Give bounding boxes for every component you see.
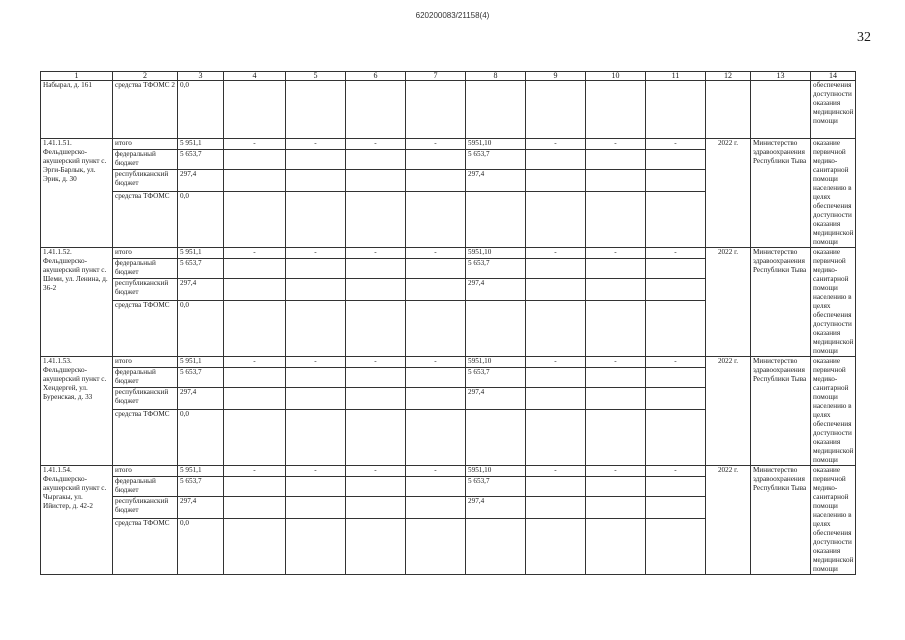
- total-cell: 5 653,7: [178, 149, 224, 170]
- year-value-cell: [224, 149, 286, 170]
- document-id: 620200083/21158(4): [415, 11, 490, 20]
- goal-cell: обеспечения доступности оказания медицинской помощи: [811, 81, 856, 139]
- funding-source-cell: средства ТФОМС 2: [113, 81, 178, 139]
- total-cell: 297,4: [178, 497, 224, 519]
- column-header: 7: [406, 72, 466, 81]
- year-value-cell: [286, 149, 346, 170]
- year-value-cell: -: [286, 248, 346, 259]
- total-cell: 5 653,7: [178, 367, 224, 388]
- year-value-cell: [224, 170, 286, 192]
- column-header: 8: [466, 72, 526, 81]
- year-value-cell: [586, 388, 646, 410]
- year-value-cell: [646, 518, 706, 574]
- year-value-cell: -: [346, 357, 406, 368]
- year-value-cell: [346, 409, 406, 465]
- year-value-cell: [286, 476, 346, 497]
- object-name-cell: 1.41.1.54. Фельдшерско-акушерский пункт с. Чыргакы, ул. Ийистер, д. 42-2: [41, 466, 113, 575]
- year-value-cell: [224, 279, 286, 301]
- funding-source-cell: средства ТФОМС: [113, 409, 178, 465]
- empty-cell: [286, 81, 346, 139]
- year-value-cell: 5 653,7: [466, 367, 526, 388]
- goal-cell: оказание первичной медико-санитарной помощи населению в целях обеспечения доступности оказания медицинской помощи: [811, 248, 856, 357]
- empty-cell: [586, 81, 646, 139]
- object-name-cell: 1.41.1.52. Фельдшерско-акушерский пункт с. Шеми, ул. Ленина, д. 36-2: [41, 248, 113, 357]
- year-value-cell: [406, 149, 466, 170]
- year-value-cell: [224, 300, 286, 356]
- year-value-cell: [406, 279, 466, 301]
- total-cell: 297,4: [178, 279, 224, 301]
- header-row: [41, 72, 856, 81]
- funding-source-cell: итого: [113, 357, 178, 368]
- year-value-cell: [646, 149, 706, 170]
- year-value-cell: [286, 191, 346, 247]
- responsible-cell: Министерство здравоохранения Республики Тыва: [751, 139, 811, 248]
- year-value-cell: [586, 518, 646, 574]
- year-value-cell: [224, 518, 286, 574]
- year-value-cell: -: [586, 466, 646, 477]
- deadline-cell: 2022 г.: [706, 357, 751, 466]
- year-value-cell: [224, 388, 286, 410]
- year-value-cell: [346, 279, 406, 301]
- year-value-cell: [586, 409, 646, 465]
- empty-cell: [646, 81, 706, 139]
- year-value-cell: -: [526, 248, 586, 259]
- total-cell: 297,4: [178, 170, 224, 192]
- year-value-cell: [346, 258, 406, 279]
- empty-cell: [751, 81, 811, 139]
- year-value-cell: -: [224, 139, 286, 150]
- funding-source-cell: республиканский бюджет: [113, 388, 178, 410]
- empty-cell: [466, 81, 526, 139]
- year-value-cell: -: [646, 139, 706, 150]
- year-value-cell: [526, 258, 586, 279]
- funding-source-cell: федеральный бюджет: [113, 258, 178, 279]
- total-cell: 5 653,7: [178, 258, 224, 279]
- year-value-cell: [526, 497, 586, 519]
- year-value-cell: [286, 170, 346, 192]
- year-value-cell: [526, 518, 586, 574]
- year-value-cell: [286, 367, 346, 388]
- year-value-cell: [346, 170, 406, 192]
- column-header: 11: [646, 72, 706, 81]
- year-value-cell: [526, 409, 586, 465]
- year-value-cell: -: [286, 466, 346, 477]
- table-row: [41, 139, 856, 150]
- empty-cell: [526, 81, 586, 139]
- year-value-cell: -: [346, 466, 406, 477]
- table-row: [41, 248, 856, 259]
- year-value-cell: 297,4: [466, 497, 526, 519]
- year-value-cell: [586, 258, 646, 279]
- funding-source-cell: итого: [113, 248, 178, 259]
- year-value-cell: 5951,10: [466, 466, 526, 477]
- funding-source-cell: республиканский бюджет: [113, 170, 178, 192]
- year-value-cell: [586, 300, 646, 356]
- year-value-cell: -: [646, 466, 706, 477]
- year-value-cell: [526, 279, 586, 301]
- goal-cell: оказание первичной медико-санитарной помощи населению в целях обеспечения доступности оказания медицинской помощи: [811, 466, 856, 575]
- year-value-cell: [646, 476, 706, 497]
- funding-source-cell: федеральный бюджет: [113, 476, 178, 497]
- year-value-cell: 297,4: [466, 170, 526, 192]
- year-value-cell: -: [646, 248, 706, 259]
- object-name-cell: 1.41.1.51. Фельдшерско-акушерский пункт с. Эрги-Барлык, ул. Эрик, д. 30: [41, 139, 113, 248]
- funding-source-cell: средства ТФОМС: [113, 518, 178, 574]
- year-value-cell: [646, 367, 706, 388]
- year-value-cell: -: [526, 357, 586, 368]
- column-header: 9: [526, 72, 586, 81]
- object-name-cell: 1.41.1.53. Фельдшерско-акушерский пункт с. Хендергей, ул. Буренская, д. 33: [41, 357, 113, 466]
- continuation-row: [41, 81, 856, 139]
- year-value-cell: -: [224, 248, 286, 259]
- funding-source-cell: средства ТФОМС: [113, 300, 178, 356]
- column-header: 4: [224, 72, 286, 81]
- total-cell: 0,0: [178, 81, 224, 139]
- year-value-cell: [346, 476, 406, 497]
- year-value-cell: [406, 300, 466, 356]
- year-value-cell: [406, 170, 466, 192]
- year-value-cell: [224, 258, 286, 279]
- year-value-cell: [406, 497, 466, 519]
- year-value-cell: [586, 279, 646, 301]
- year-value-cell: [286, 497, 346, 519]
- year-value-cell: [224, 409, 286, 465]
- year-value-cell: 5 653,7: [466, 258, 526, 279]
- year-value-cell: -: [406, 248, 466, 259]
- year-value-cell: [646, 170, 706, 192]
- year-value-cell: [346, 388, 406, 410]
- total-cell: 297,4: [178, 388, 224, 410]
- year-value-cell: 5 653,7: [466, 476, 526, 497]
- year-value-cell: [646, 191, 706, 247]
- year-value-cell: [346, 149, 406, 170]
- funding-source-cell: республиканский бюджет: [113, 279, 178, 301]
- column-header: 6: [346, 72, 406, 81]
- year-value-cell: -: [526, 139, 586, 150]
- year-value-cell: [406, 409, 466, 465]
- empty-cell: [224, 81, 286, 139]
- year-value-cell: [586, 170, 646, 192]
- deadline-cell: 2022 г.: [706, 248, 751, 357]
- year-value-cell: -: [224, 357, 286, 368]
- year-value-cell: [526, 149, 586, 170]
- funding-source-cell: средства ТФОМС: [113, 191, 178, 247]
- column-header: 3: [178, 72, 224, 81]
- funding-source-cell: федеральный бюджет: [113, 367, 178, 388]
- total-cell: 5 951,1: [178, 248, 224, 259]
- year-value-cell: [586, 149, 646, 170]
- year-value-cell: [526, 191, 586, 247]
- year-value-cell: [406, 388, 466, 410]
- year-value-cell: [526, 476, 586, 497]
- table-row: [41, 466, 856, 477]
- year-value-cell: [224, 191, 286, 247]
- column-header: 1: [41, 72, 113, 81]
- deadline-cell: 2022 г.: [706, 139, 751, 248]
- year-value-cell: [646, 497, 706, 519]
- object-name-cell: Набырал, д. 161: [41, 81, 113, 139]
- column-header: 14: [811, 72, 856, 81]
- year-value-cell: 5951,10: [466, 357, 526, 368]
- responsible-cell: Министерство здравоохранения Республики Тыва: [751, 248, 811, 357]
- year-value-cell: [406, 367, 466, 388]
- total-cell: 0,0: [178, 191, 224, 247]
- empty-cell: [706, 81, 751, 139]
- year-value-cell: 5951,10: [466, 248, 526, 259]
- year-value-cell: -: [286, 139, 346, 150]
- year-value-cell: [406, 476, 466, 497]
- year-value-cell: [526, 300, 586, 356]
- year-value-cell: -: [586, 357, 646, 368]
- goal-cell: оказание первичной медико-санитарной помощи населению в целях обеспечения доступности оказания медицинской помощи: [811, 357, 856, 466]
- total-cell: 5 951,1: [178, 466, 224, 477]
- year-value-cell: [646, 258, 706, 279]
- year-value-cell: [286, 279, 346, 301]
- total-cell: 5 951,1: [178, 357, 224, 368]
- year-value-cell: [286, 518, 346, 574]
- year-value-cell: [646, 279, 706, 301]
- total-cell: 0,0: [178, 409, 224, 465]
- year-value-cell: -: [526, 466, 586, 477]
- year-value-cell: -: [406, 466, 466, 477]
- year-value-cell: [224, 476, 286, 497]
- year-value-cell: [346, 191, 406, 247]
- year-value-cell: [286, 409, 346, 465]
- column-header: 12: [706, 72, 751, 81]
- responsible-cell: Министерство здравоохранения Республики Тыва: [751, 466, 811, 575]
- column-header: 2: [113, 72, 178, 81]
- year-value-cell: [466, 409, 526, 465]
- year-value-cell: [224, 497, 286, 519]
- empty-cell: [346, 81, 406, 139]
- year-value-cell: [286, 388, 346, 410]
- year-value-cell: -: [286, 357, 346, 368]
- total-cell: 5 951,1: [178, 139, 224, 150]
- year-value-cell: [646, 409, 706, 465]
- year-value-cell: [346, 300, 406, 356]
- year-value-cell: [586, 476, 646, 497]
- year-value-cell: -: [406, 139, 466, 150]
- year-value-cell: [586, 191, 646, 247]
- total-cell: 5 653,7: [178, 476, 224, 497]
- responsible-cell: Министерство здравоохранения Республики Тыва: [751, 357, 811, 466]
- year-value-cell: [466, 518, 526, 574]
- year-value-cell: 5951,10: [466, 139, 526, 150]
- year-value-cell: [346, 518, 406, 574]
- column-header: 13: [751, 72, 811, 81]
- year-value-cell: -: [586, 248, 646, 259]
- year-value-cell: [406, 191, 466, 247]
- year-value-cell: -: [646, 357, 706, 368]
- year-value-cell: 297,4: [466, 388, 526, 410]
- year-value-cell: [286, 300, 346, 356]
- total-cell: 0,0: [178, 300, 224, 356]
- year-value-cell: [346, 497, 406, 519]
- year-value-cell: [526, 367, 586, 388]
- year-value-cell: [526, 170, 586, 192]
- year-value-cell: [466, 300, 526, 356]
- year-value-cell: [286, 258, 346, 279]
- total-cell: 0,0: [178, 518, 224, 574]
- year-value-cell: [526, 388, 586, 410]
- year-value-cell: [406, 258, 466, 279]
- column-header: 5: [286, 72, 346, 81]
- empty-cell: [406, 81, 466, 139]
- year-value-cell: -: [586, 139, 646, 150]
- program-table: [40, 71, 856, 575]
- year-value-cell: [406, 518, 466, 574]
- table-row: [41, 357, 856, 368]
- year-value-cell: 297,4: [466, 279, 526, 301]
- page-number: 32: [857, 30, 871, 45]
- goal-cell: оказание первичной медико-санитарной помощи населению в целях обеспечения доступности оказания медицинской помощи: [811, 139, 856, 248]
- year-value-cell: [646, 300, 706, 356]
- year-value-cell: -: [346, 139, 406, 150]
- year-value-cell: [586, 497, 646, 519]
- funding-source-cell: итого: [113, 466, 178, 477]
- year-value-cell: -: [406, 357, 466, 368]
- year-value-cell: [646, 388, 706, 410]
- funding-source-cell: республиканский бюджет: [113, 497, 178, 519]
- year-value-cell: [346, 367, 406, 388]
- column-header: 10: [586, 72, 646, 81]
- year-value-cell: [224, 367, 286, 388]
- funding-source-cell: итого: [113, 139, 178, 150]
- deadline-cell: 2022 г.: [706, 466, 751, 575]
- funding-source-cell: федеральный бюджет: [113, 149, 178, 170]
- year-value-cell: [466, 191, 526, 247]
- year-value-cell: 5 653,7: [466, 149, 526, 170]
- year-value-cell: -: [224, 466, 286, 477]
- year-value-cell: -: [346, 248, 406, 259]
- year-value-cell: [586, 367, 646, 388]
